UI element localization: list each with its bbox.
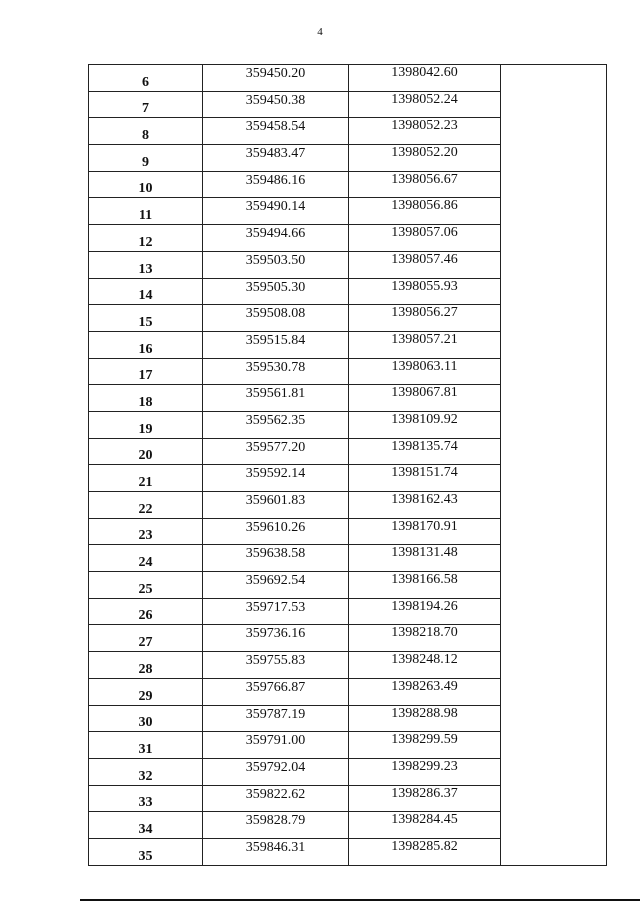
y-coordinate-cell: 1398286.37 [349, 785, 501, 812]
y-coordinate-cell: 1398218.70 [349, 625, 501, 652]
y-coordinate-cell: 1398194.26 [349, 598, 501, 625]
y-coordinate-cell: 1398042.60 [349, 65, 501, 92]
table-row [89, 65, 607, 92]
x-coordinate-cell: 359483.47 [203, 145, 349, 172]
x-coordinate-cell: 359610.26 [203, 518, 349, 545]
y-coordinate-cell: 1398057.06 [349, 225, 501, 252]
y-coordinate-cell: 1398109.92 [349, 411, 501, 438]
x-coordinate-cell: 359562.35 [203, 411, 349, 438]
y-coordinate-cell: 1398166.58 [349, 572, 501, 599]
bottom-rule [80, 899, 640, 901]
x-coordinate-cell: 359792.04 [203, 758, 349, 785]
point-number-cell: 29 [89, 678, 203, 705]
y-coordinate-cell: 1398056.67 [349, 171, 501, 198]
x-coordinate-cell: 359787.19 [203, 705, 349, 732]
point-number-cell: 24 [89, 545, 203, 572]
x-coordinate-cell: 359791.00 [203, 732, 349, 759]
page-number: 4 [317, 26, 323, 38]
notes-column-cell [501, 65, 607, 866]
point-number-cell: 14 [89, 278, 203, 305]
x-coordinate-cell: 359458.54 [203, 118, 349, 145]
point-number-cell: 6 [89, 65, 203, 92]
x-coordinate-cell: 359530.78 [203, 358, 349, 385]
y-coordinate-cell: 1398056.27 [349, 305, 501, 332]
point-number-cell: 12 [89, 225, 203, 252]
y-coordinate-cell: 1398284.45 [349, 812, 501, 839]
point-number-cell: 16 [89, 331, 203, 358]
x-coordinate-cell: 359577.20 [203, 438, 349, 465]
point-number-cell: 26 [89, 598, 203, 625]
x-coordinate-cell: 359717.53 [203, 598, 349, 625]
y-coordinate-cell: 1398052.24 [349, 91, 501, 118]
y-coordinate-cell: 1398285.82 [349, 838, 501, 865]
y-coordinate-cell: 1398263.49 [349, 678, 501, 705]
y-coordinate-cell: 1398288.98 [349, 705, 501, 732]
y-coordinate-cell: 1398170.91 [349, 518, 501, 545]
point-number-cell: 8 [89, 118, 203, 145]
point-number-cell: 27 [89, 625, 203, 652]
y-coordinate-cell: 1398135.74 [349, 438, 501, 465]
x-coordinate-cell: 359592.14 [203, 465, 349, 492]
x-coordinate-cell: 359561.81 [203, 385, 349, 412]
x-coordinate-cell: 359822.62 [203, 785, 349, 812]
point-number-cell: 21 [89, 465, 203, 492]
x-coordinate-cell: 359450.38 [203, 91, 349, 118]
y-coordinate-cell: 1398299.23 [349, 758, 501, 785]
x-coordinate-cell: 359736.16 [203, 625, 349, 652]
x-coordinate-cell: 359503.50 [203, 251, 349, 278]
point-number-cell: 31 [89, 732, 203, 759]
y-coordinate-cell: 1398057.21 [349, 331, 501, 358]
x-coordinate-cell: 359766.87 [203, 678, 349, 705]
x-coordinate-cell: 359755.83 [203, 652, 349, 679]
coordinates-table [88, 64, 607, 866]
x-coordinate-cell: 359494.66 [203, 225, 349, 252]
y-coordinate-cell: 1398299.59 [349, 732, 501, 759]
y-coordinate-cell: 1398248.12 [349, 652, 501, 679]
x-coordinate-cell: 359846.31 [203, 838, 349, 865]
point-number-cell: 18 [89, 385, 203, 412]
point-number-cell: 15 [89, 305, 203, 332]
point-number-cell: 20 [89, 438, 203, 465]
point-number-cell: 11 [89, 198, 203, 225]
y-coordinate-cell: 1398052.20 [349, 145, 501, 172]
point-number-cell: 33 [89, 785, 203, 812]
y-coordinate-cell: 1398057.46 [349, 251, 501, 278]
x-coordinate-cell: 359486.16 [203, 171, 349, 198]
point-number-cell: 32 [89, 758, 203, 785]
point-number-cell: 13 [89, 251, 203, 278]
x-coordinate-cell: 359450.20 [203, 65, 349, 92]
point-number-cell: 23 [89, 518, 203, 545]
x-coordinate-cell: 359692.54 [203, 572, 349, 599]
point-number-cell: 17 [89, 358, 203, 385]
y-coordinate-cell: 1398055.93 [349, 278, 501, 305]
y-coordinate-cell: 1398056.86 [349, 198, 501, 225]
x-coordinate-cell: 359505.30 [203, 278, 349, 305]
point-number-cell: 34 [89, 812, 203, 839]
x-coordinate-cell: 359828.79 [203, 812, 349, 839]
point-number-cell: 22 [89, 492, 203, 519]
y-coordinate-cell: 1398151.74 [349, 465, 501, 492]
y-coordinate-cell: 1398067.81 [349, 385, 501, 412]
point-number-cell: 9 [89, 145, 203, 172]
x-coordinate-cell: 359490.14 [203, 198, 349, 225]
x-coordinate-cell: 359638.58 [203, 545, 349, 572]
x-coordinate-cell: 359601.83 [203, 492, 349, 519]
y-coordinate-cell: 1398162.43 [349, 492, 501, 519]
point-number-cell: 19 [89, 411, 203, 438]
x-coordinate-cell: 359508.08 [203, 305, 349, 332]
point-number-cell: 10 [89, 171, 203, 198]
point-number-cell: 28 [89, 652, 203, 679]
point-number-cell: 30 [89, 705, 203, 732]
y-coordinate-cell: 1398063.11 [349, 358, 501, 385]
x-coordinate-cell: 359515.84 [203, 331, 349, 358]
y-coordinate-cell: 1398131.48 [349, 545, 501, 572]
point-number-cell: 35 [89, 838, 203, 865]
y-coordinate-cell: 1398052.23 [349, 118, 501, 145]
point-number-cell: 25 [89, 572, 203, 599]
point-number-cell: 7 [89, 91, 203, 118]
